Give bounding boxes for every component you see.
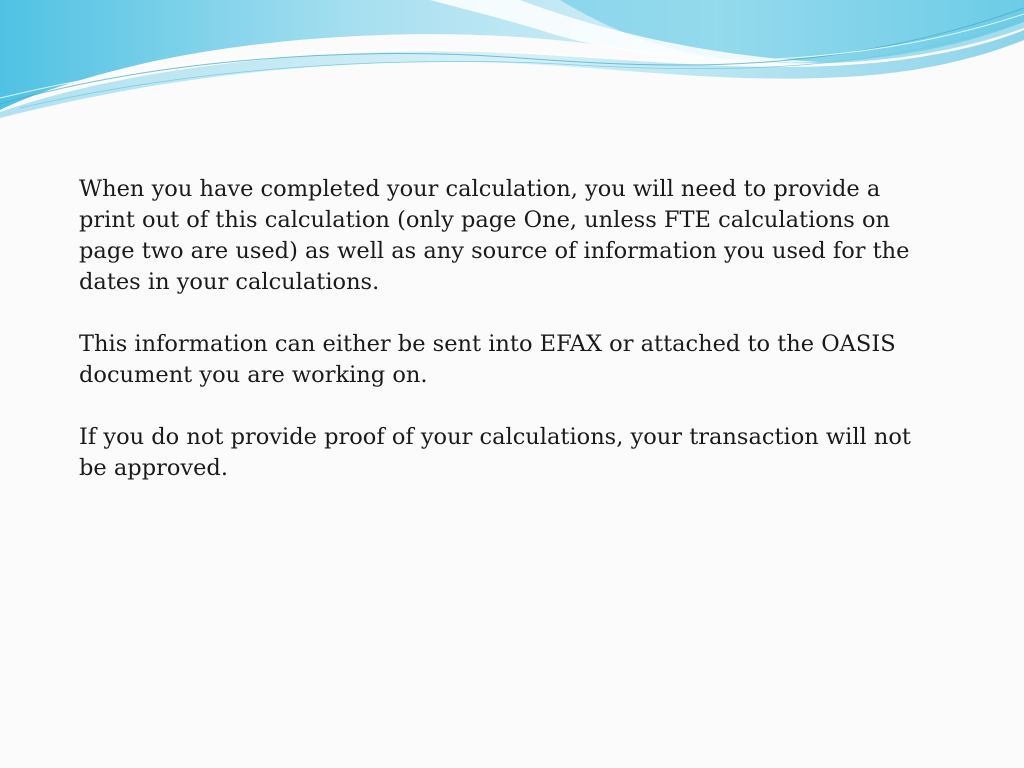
body-text: [79, 174, 939, 484]
paragraph-instructions: When you have completed your calculation, you will need to provide a print out of this calculation (only page One, unless FTE calculations on page two are used) as well as any source of information you used for the dates in your calculations.: [79, 176, 910, 295]
paragraph-submission: This information can either be sent into EFAX or attached to the OASIS document you are working on.: [79, 331, 896, 388]
paragraph-warning: If you do not provide proof of your calculations, your transaction will not be approved.: [79, 424, 911, 481]
header-wave-decoration: [0, 0, 1024, 130]
